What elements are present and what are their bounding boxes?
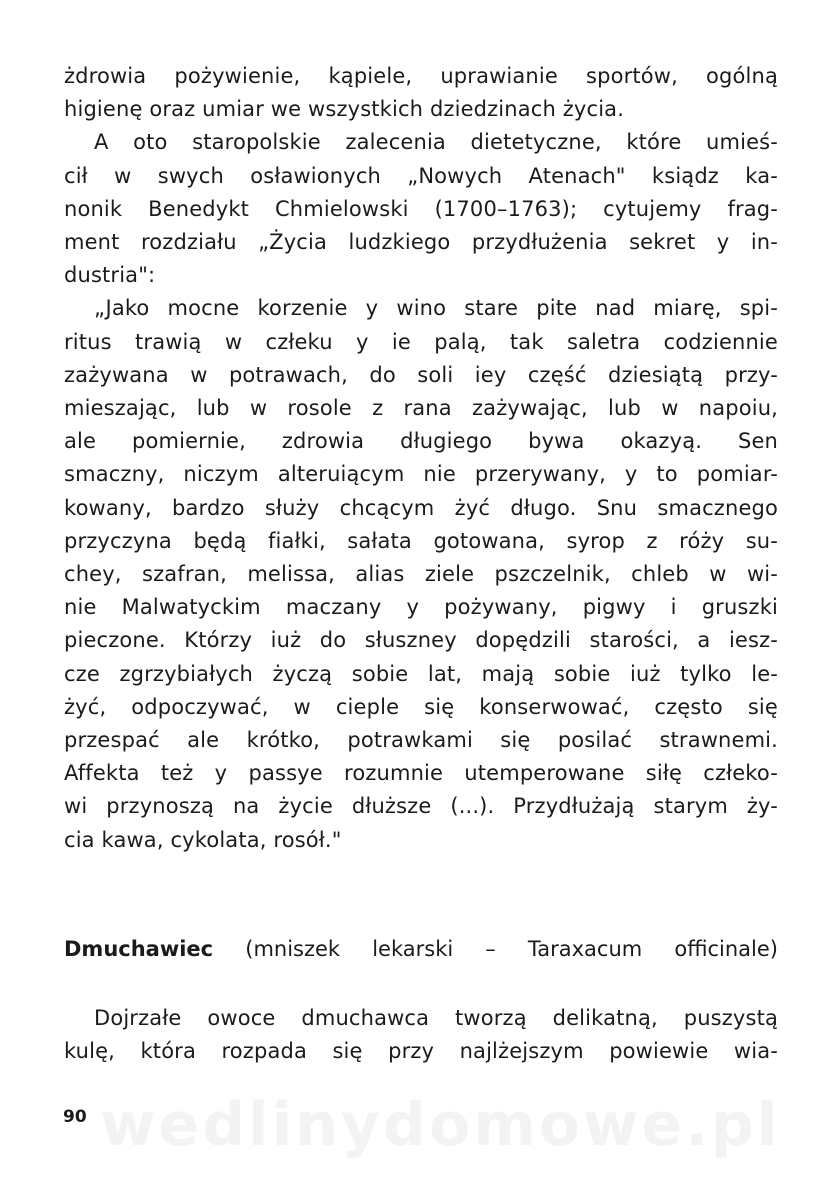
text-line: cił w swych osławionych „Nowych Atenach" ksiądz ka- (64, 163, 778, 188)
quote-line: zażywana w potrawach, do soli iey część dziesiątą przy- (64, 362, 778, 387)
quote-line: przespać ale krótko, potrawkami się posilać strawnemi. (64, 728, 778, 753)
quote-line: mieszając, lub w rosole z rana zażywając, lub w napoiu, (64, 396, 778, 421)
quote-line: cze zgrzybiałych życzą sobie lat, mają sobie iuż tylko le- (64, 661, 778, 686)
body-line: kulę, która rozpada się przy najlżejszym powiewie wia- (64, 1039, 778, 1064)
quote-line: kowany, bardzo służy chcącym żyć długo. Snu smacznego (64, 495, 778, 520)
text-line: dustria": (64, 263, 156, 288)
quote-line: żyć, odpoczywać, w cieple się konserwować, często się (64, 694, 778, 719)
main-text (64, 60, 778, 857)
quote-line: nie Malwatyckim maczany y pożywany, pigwy i gruszki (64, 595, 778, 620)
body-line: Dojrzałe owoce dmuchawca tworzą delikatną, puszystą (94, 1006, 778, 1030)
page-number: 90 (63, 1107, 87, 1127)
quote-line: przyczyna będą fiałki, sałata gotowana, syrop z róży su- (64, 528, 778, 553)
quote-line: ritus trawią w człeku y ie palą, tak saletra codziennie (64, 329, 778, 354)
quote-line: cia kawa, cykolata, rosół." (64, 827, 342, 852)
quote-line: chey, szafran, melissa, alias ziele pszczelnik, chleb w wi- (64, 562, 778, 587)
quote-line: „Jako mocne korzenie y wino stare pite nad miarę, spi- (94, 296, 778, 321)
text-line: ment rozdziału „Życia ludzkiego przydłużenia sekret y in- (64, 230, 778, 255)
section-body (64, 1002, 778, 1068)
text-line: żdrowia pożywienie, kąpiele, uprawianie sportów, ogólną (64, 64, 778, 88)
section-heading (64, 934, 778, 964)
quote-line: smaczny, niczym alteruiącym nie przerywany, y to pomiar- (64, 462, 778, 487)
quote-line: Affekta też y passye rozumnie utemperowane siłę człeko- (64, 761, 778, 786)
quote-line: ale pomiernie, zdrowia długiego bywa okazyą. Sen (64, 429, 778, 454)
quote-line: wi przynoszą na życie dłuższe (...). Przydłużają starym ży- (64, 794, 778, 819)
text-line: nonik Benedykt Chmielowski (1700–1763); cytujemy frag- (64, 196, 778, 221)
text-line: higienę oraz umiar we wszystkich dziedzinach życia. (64, 97, 625, 122)
watermark-text: wedlinydomowe.pl (100, 1090, 781, 1160)
heading-term: Dmuchawiec (64, 937, 214, 961)
text-line: A oto staropolskie zalecenia dietetyczne, które umieś- (94, 130, 778, 155)
heading-subtitle: (mniszek lekarski – Taraxacum officinale) (245, 937, 779, 961)
quote-line: pieczone. Którzy iuż do słuszney dopędzili starości, a iesz- (64, 628, 778, 653)
